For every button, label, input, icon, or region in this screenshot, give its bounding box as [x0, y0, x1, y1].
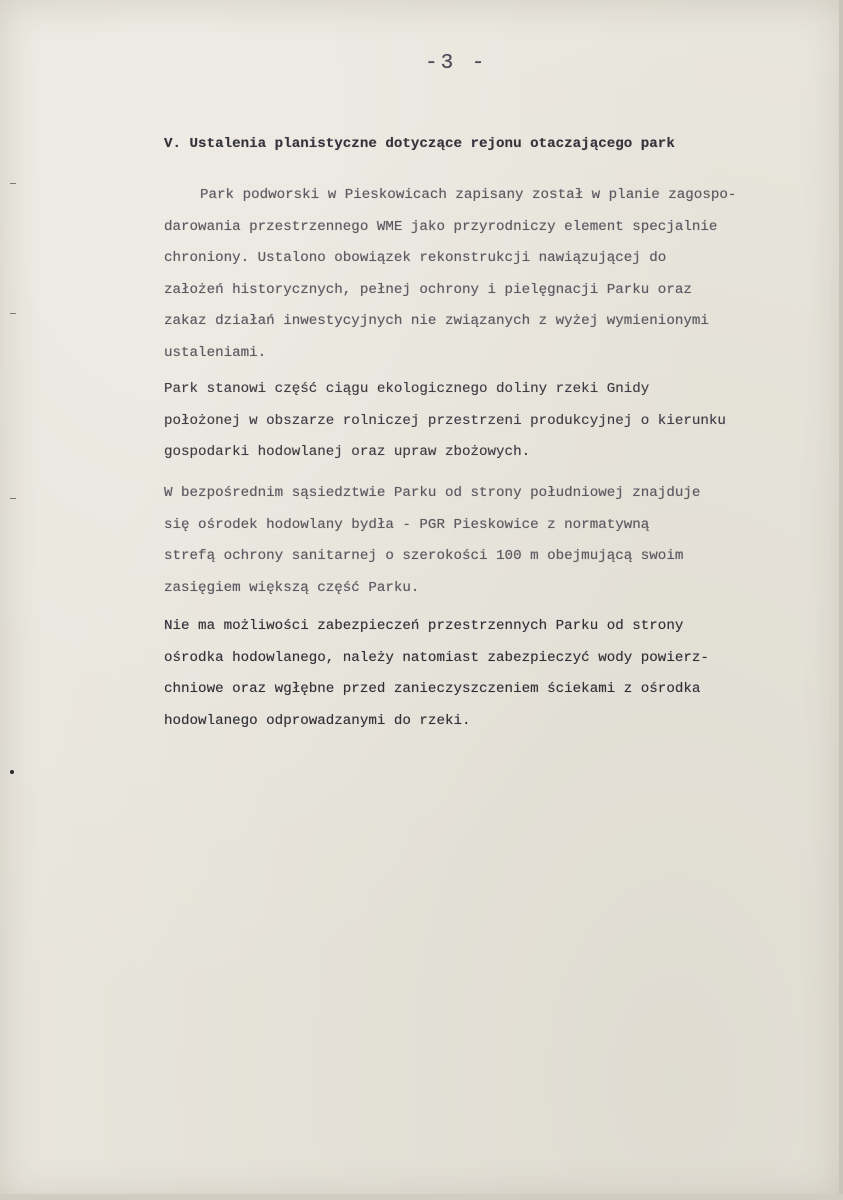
section-heading: V. Ustalenia planistyczne dotyczące rejonu otaczającego park [164, 136, 675, 152]
text-line: darowania przestrzennego WME jako przyrodniczy element specjalnie [164, 218, 718, 235]
text-line: strefą ochrony sanitarnej o szerokości 100 m obejmującą swoim [164, 548, 684, 564]
text-line: założeń historycznych, pełnej ochrony i pielęgnacji Parku oraz [164, 281, 692, 298]
paragraph-water-protection [164, 611, 843, 737]
text-line: Park podworski w Pieskowicach zapisany został w planie zagospo- [200, 187, 737, 203]
margin-mark [10, 183, 16, 184]
paragraph-park-plan [164, 180, 843, 369]
margin-mark [10, 313, 16, 314]
text-line: chniowe oraz wgłębne przed zanieczyszczeniem ściekami z ośrodka [164, 681, 701, 697]
text-line: ośrodka hodowlanego, należy natomiast zabezpieczyć wody powierz- [164, 649, 709, 666]
text-line: położonej w obszarze rolniczej przestrzeni produkcyjnej o kierunku [164, 412, 726, 429]
margin-mark [10, 498, 16, 499]
binder-hole-mark [10, 770, 14, 774]
text-line: zasięgiem większą część Parku. [164, 579, 420, 596]
page-edge-bottom [0, 1194, 843, 1200]
text-line: zakaz działań inwestycyjnych nie związanych z wyżej wymienionymi [164, 313, 709, 329]
text-line: Park stanowi część ciągu ekologicznego doliny rzeki Gnidy [164, 381, 650, 397]
text-line: się ośrodek hodowlany bydła - PGR Pieskowice z normatywną [164, 516, 650, 533]
text-line: Nie ma możliwości zabezpieczeń przestrzennych Parku od strony [164, 618, 684, 634]
paragraph-livestock-center [164, 478, 843, 604]
text-line: hodowlanego odprowadzanymi do rzeki. [164, 712, 471, 729]
text-line: gospodarki hodowlanej oraz upraw zbożowych. [164, 444, 531, 460]
text-line: chroniony. Ustalono obowiązek rekonstrukcji nawiązującej do [164, 250, 667, 266]
page-number: -3 - [425, 52, 488, 75]
text-line: W bezpośrednim sąsiedztwie Parku od strony południowej znajduje [164, 485, 701, 501]
text-line: ustaleniami. [164, 344, 267, 361]
paragraph-ecological-corridor [164, 374, 843, 469]
